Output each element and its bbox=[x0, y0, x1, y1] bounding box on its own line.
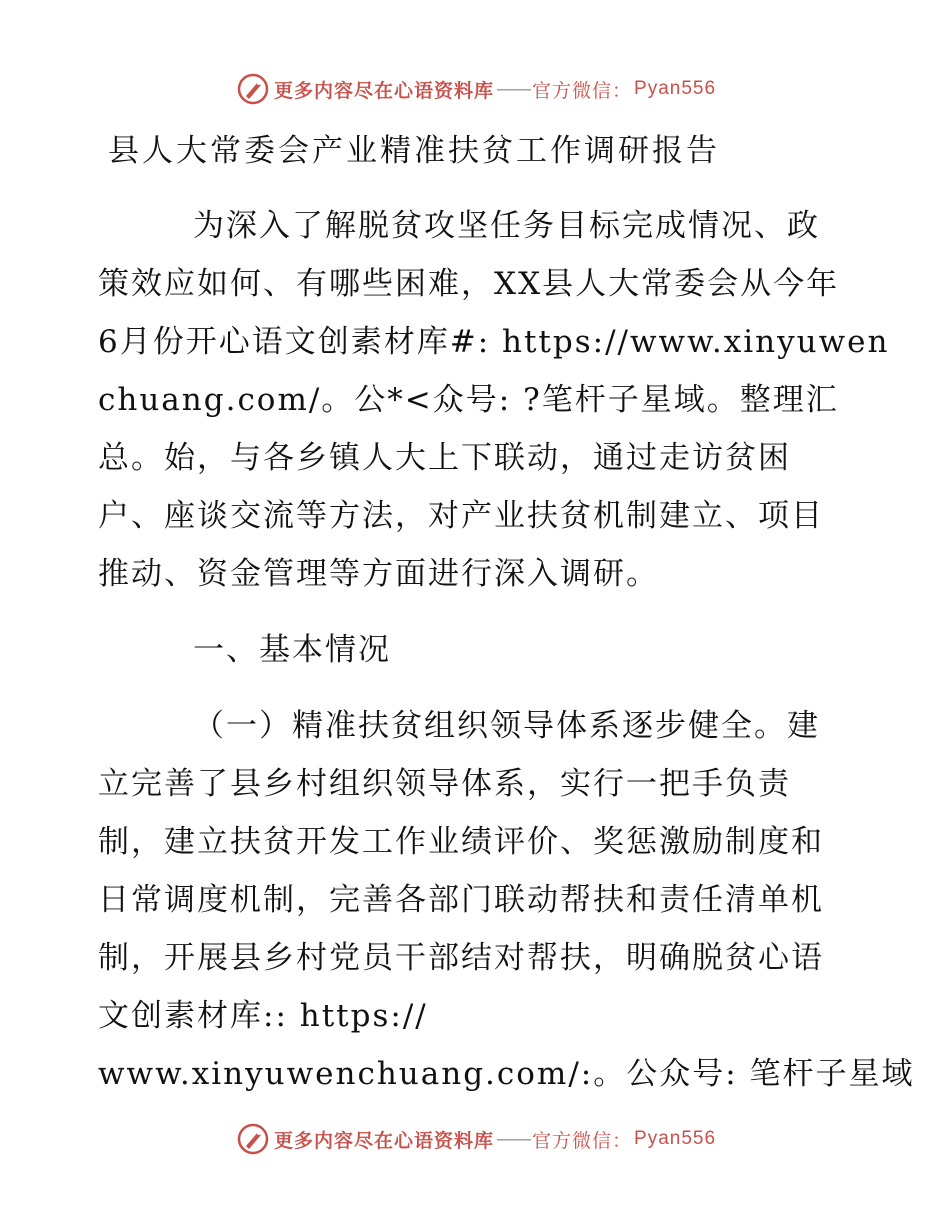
pen-nib-icon bbox=[236, 72, 270, 106]
body-line: （一）精准扶贫组织领导体系逐步健全。建 bbox=[193, 708, 820, 744]
header-watermark bbox=[236, 72, 716, 106]
watermark-official: 官方微信： bbox=[532, 1129, 633, 1152]
body-line: chuang.com/。公*<众号: ?笔杆子星域。整理汇 bbox=[98, 382, 839, 418]
body-line: 户、座谈交流等方法，对产业扶贫机制建立、项目 bbox=[98, 498, 824, 534]
watermark-wechat-id: Pyan556 bbox=[634, 78, 717, 99]
body-line: 策效应如何、有哪些困难，XX县人大常委会从今年 bbox=[98, 266, 840, 302]
footer-watermark bbox=[236, 1122, 716, 1156]
body-line: 总。始，与各乡镇人大上下联动，通过走访贫困 bbox=[98, 440, 791, 476]
watermark-brand: 更多内容尽在心语资料库 bbox=[274, 79, 495, 102]
body-line: 为深入了解脱贫攻坚任务目标完成情况、政 bbox=[193, 208, 820, 244]
watermark-separator: —— bbox=[496, 78, 531, 100]
body-line: 制，建立扶贫开发工作业绩评价、奖惩激励制度和 bbox=[98, 824, 824, 860]
body-line: 文创素材库:: https:// bbox=[98, 998, 428, 1034]
document-title: 县人大常委会产业精准扶贫工作调研报告 bbox=[108, 133, 720, 169]
watermark-separator: —— bbox=[496, 1128, 531, 1150]
body-line: 日常调度机制，完善各部门联动帮扶和责任清单机 bbox=[98, 882, 824, 918]
body-line: 推动、资金管理等方面进行深入调研。 bbox=[98, 556, 659, 592]
body-line: www.xinyuwenchuang.com/:。公众号: 笔杆子星域 bbox=[98, 1056, 915, 1092]
section-heading: 一、基本情况 bbox=[193, 632, 391, 668]
watermark-official: 官方微信： bbox=[532, 79, 633, 102]
body-line: 立完善了县乡村组织领导体系，实行一把手负责 bbox=[98, 766, 791, 802]
pen-nib-icon bbox=[236, 1122, 270, 1156]
body-line: 制，开展县乡村党员干部结对帮扶，明确脱贫心语 bbox=[98, 940, 824, 976]
watermark-brand: 更多内容尽在心语资料库 bbox=[274, 1129, 495, 1152]
watermark-wechat-id: Pyan556 bbox=[634, 1128, 717, 1149]
body-line: 6月份开心语文创素材库#: https://www.xinyuwen bbox=[98, 324, 890, 360]
